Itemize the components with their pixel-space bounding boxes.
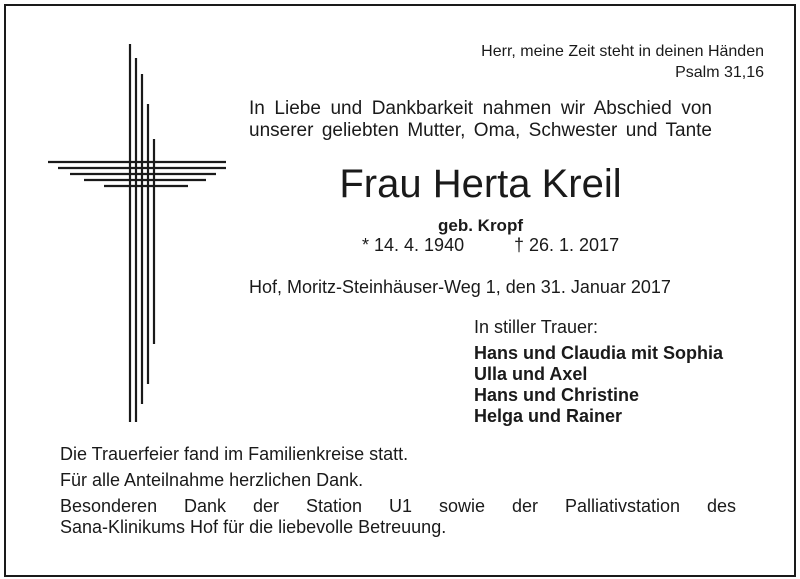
motto-line: Herr, meine Zeit steht in deinen Händen — [481, 43, 764, 60]
mourner-name: Hans und Claudia mit Sophia — [474, 343, 724, 363]
death-date: † 26. 1. 2017 — [514, 235, 620, 255]
mourner-name: Helga und Rainer — [474, 406, 623, 426]
intro-line-1: In Liebe und Dankbarkeit nahmen wir Abschied von — [249, 98, 712, 119]
motto-reference: Psalm 31,16 — [675, 64, 764, 81]
funeral-note: Die Trauerfeier fand im Familienkreise statt. — [60, 444, 409, 464]
birth-date: * 14. 4. 1940 — [362, 235, 465, 255]
mourner-name: Ulla und Axel — [474, 364, 588, 384]
mourners-heading: In stiller Trauer: — [474, 317, 599, 337]
maiden-name: geb. Kropf — [438, 216, 523, 235]
deceased-name: Frau Herta Kreil — [339, 162, 622, 206]
cross-icon — [48, 44, 230, 424]
intro-line-2: unserer geliebten Mutter, Oma, Schwester und Tante — [249, 120, 712, 141]
place-and-date: Hof, Moritz-Steinhäuser-Weg 1, den 31. Januar 2017 — [249, 277, 671, 297]
special-thanks-line-1: Besonderen Dank der Station U1 sowie der Palliativstation des — [60, 496, 736, 516]
special-thanks-line-2: Sana-Klinikums Hof für die liebevolle Betreuung. — [60, 517, 447, 537]
thanks-note: Für alle Anteilnahme herzlichen Dank. — [60, 470, 364, 490]
mourner-name: Hans und Christine — [474, 385, 640, 405]
